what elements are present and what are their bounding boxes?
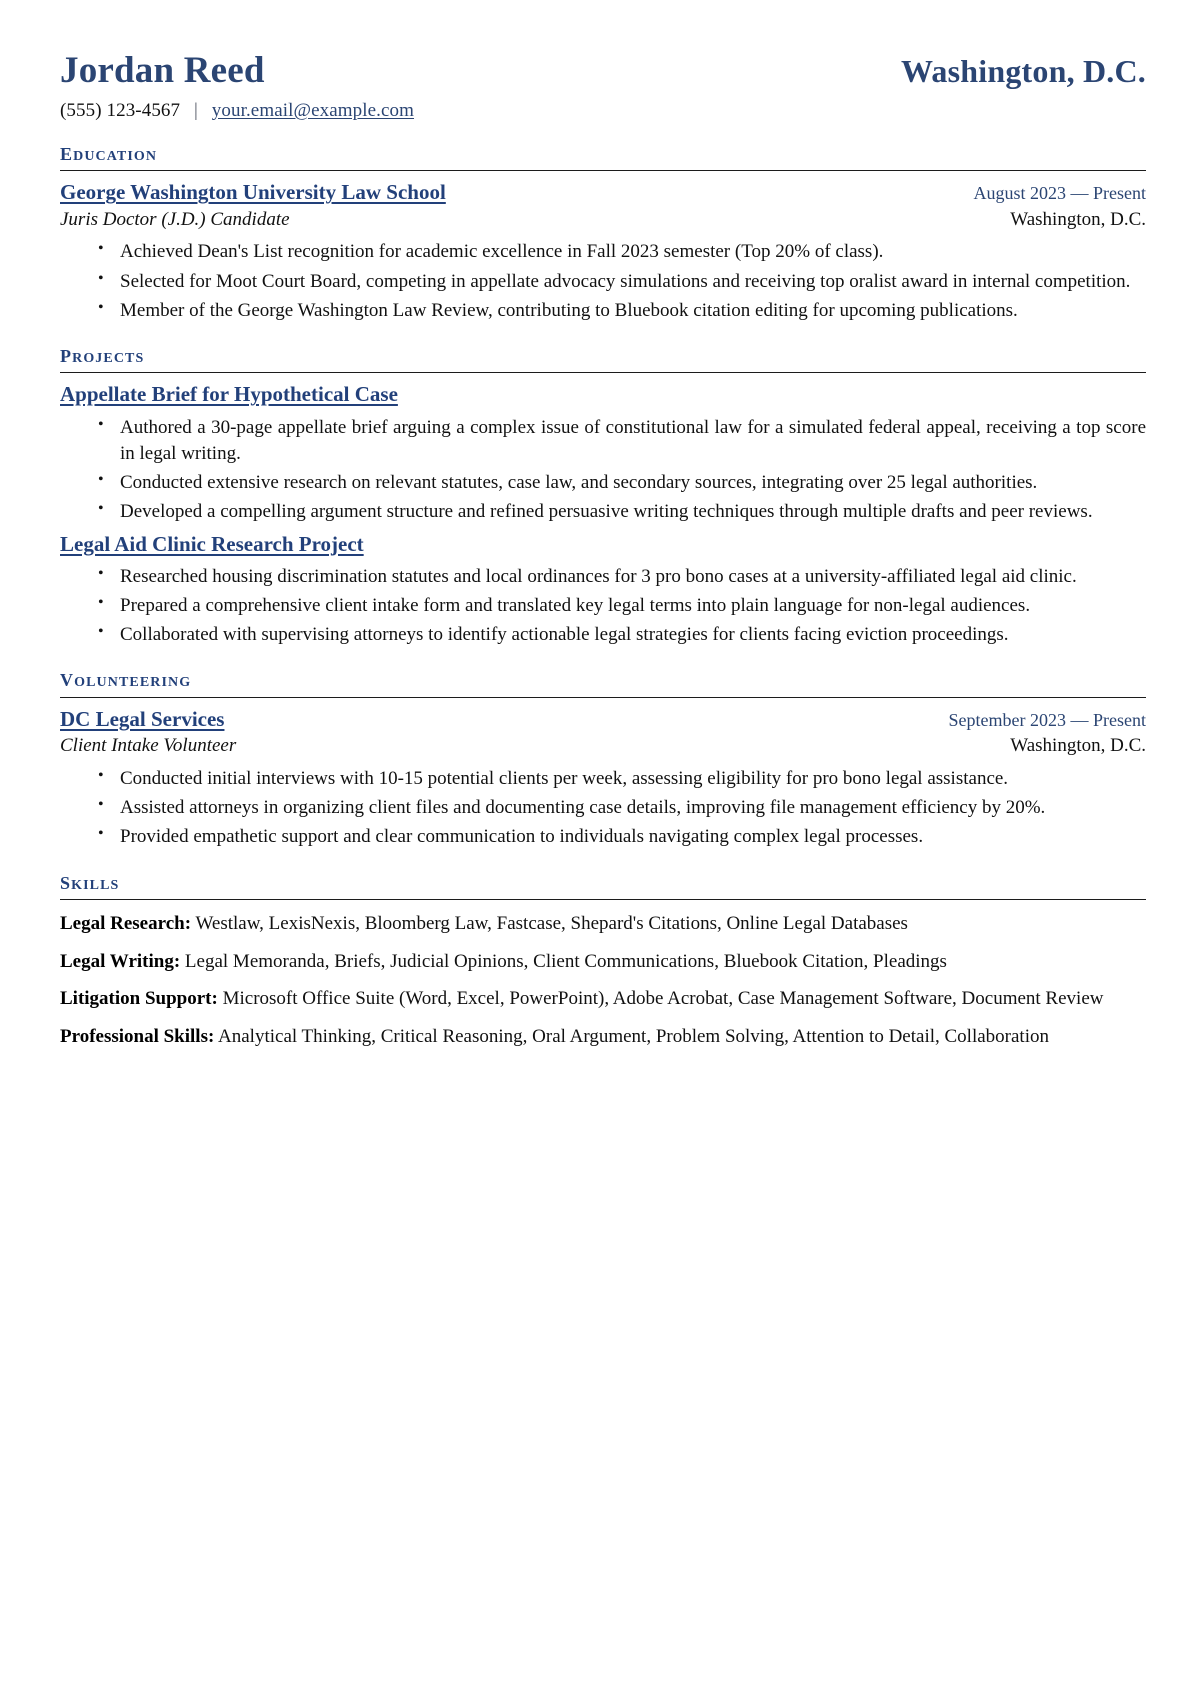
contact-line <box>60 100 1146 122</box>
list-item: • Authored a 30-page appellate brief arguing a complex issue of constitutional law for a simulated federal appeal, receiving a top score in legal writing. <box>98 415 1146 467</box>
section-skills <box>60 868 1146 1051</box>
project-entry <box>60 531 1146 649</box>
section-education <box>60 139 1146 324</box>
skill-category-label: Litigation Support: <box>60 988 218 1010</box>
list-item: • Assisted attorneys in organizing client files and documenting case details, improving file management efficiency by 20%. <box>98 795 1146 821</box>
volunteering-role: Client Intake Volunteer <box>60 735 237 757</box>
list-item: • Researched housing discrimination statutes and local ordinances for 3 pro bono cases at a university-affiliated legal aid clinic. <box>98 564 1146 590</box>
skill-category-label: Legal Writing: <box>60 950 181 972</box>
phone-number: (555) 123-4567 <box>60 99 181 121</box>
education-school-name[interactable]: George Washington University Law School <box>60 180 446 205</box>
section-title-volunteering: volunteering <box>60 665 192 693</box>
skill-items: Microsoft Office Suite (Word, Excel, PowerPoint), Adobe Acrobat, Case Management Software, Document Review <box>222 988 1104 1010</box>
section-divider <box>60 170 1146 171</box>
entry-header-row <box>60 179 1146 205</box>
section-projects <box>60 341 1146 649</box>
skill-category-label: Professional Skills: <box>60 1025 215 1047</box>
entry-header-row <box>60 381 1146 407</box>
volunteering-organization[interactable]: DC Legal Services <box>60 706 225 731</box>
candidate-location: Washington, D.C. <box>900 53 1146 89</box>
email-link[interactable]: your.email@example.com <box>211 99 415 121</box>
resume-header <box>60 52 1146 91</box>
project-title-appellate-brief[interactable]: Appellate Brief for Hypothetical Case <box>60 382 398 407</box>
education-entry <box>60 179 1146 324</box>
section-title-education: education <box>60 138 158 166</box>
list-item: • Developed a compelling argument structure and refined persuasive writing techniques through multiple drafts and peer reviews. <box>98 499 1146 525</box>
list-item: • Conducted initial interviews with 10-15 potential clients per week, assessing eligibility for pro bono legal assistance. <box>98 766 1146 792</box>
candidate-name: Jordan Reed <box>60 50 265 91</box>
skill-group-legal-writing <box>60 949 1146 976</box>
education-bullet-list <box>60 239 1146 324</box>
entry-header-row <box>60 706 1146 732</box>
list-item: • Selected for Moot Court Board, competing in appellate advocacy simulations and receiving top oralist award in internal competition. <box>98 269 1146 295</box>
project-bullet-list <box>60 564 1146 649</box>
volunteering-entry <box>60 706 1146 851</box>
volunteering-date-range: September 2023 — Present <box>948 709 1146 730</box>
entry-subheader-row <box>60 734 1146 759</box>
list-item: • Collaborated with supervising attorneys to identify actionable legal strategies for clients facing eviction proceedings. <box>98 622 1146 648</box>
section-divider <box>60 372 1146 373</box>
volunteering-location: Washington, D.C. <box>1010 735 1146 757</box>
section-divider <box>60 899 1146 900</box>
list-item: • Member of the George Washington Law Review, contributing to Bluebook citation editing for upcoming publications. <box>98 298 1146 324</box>
skill-group-litigation-support <box>60 986 1146 1013</box>
list-item: • Provided empathetic support and clear communication to individuals navigating complex legal processes. <box>98 824 1146 850</box>
entry-header-row <box>60 531 1146 557</box>
skill-category-label: Legal Research: <box>60 913 192 935</box>
contact-separator: | <box>194 99 198 121</box>
volunteering-bullet-list <box>60 766 1146 851</box>
list-item: • Achieved Dean's List recognition for academic excellence in Fall 2023 semester (Top 20% of class). <box>98 239 1146 265</box>
education-location: Washington, D.C. <box>1010 208 1146 230</box>
project-entry <box>60 381 1146 525</box>
project-title-legal-aid-clinic[interactable]: Legal Aid Clinic Research Project <box>60 531 364 556</box>
skill-group-legal-research <box>60 911 1146 938</box>
list-item: • Conducted extensive research on relevant statutes, case law, and secondary sources, integrating over 25 legal authorities. <box>98 470 1146 496</box>
section-divider <box>60 697 1146 698</box>
skill-items: Analytical Thinking, Critical Reasoning, Oral Argument, Problem Solving, Attention to Detail, Collaboration <box>218 1025 1049 1047</box>
section-title-projects: projects <box>60 340 145 368</box>
education-degree: Juris Doctor (J.D.) Candidate <box>60 208 290 230</box>
section-title-skills: skills <box>60 867 120 895</box>
list-item: • Prepared a comprehensive client intake form and translated key legal terms into plain language for non-legal audiences. <box>98 593 1146 619</box>
entry-subheader-row <box>60 208 1146 233</box>
skill-items: Westlaw, LexisNexis, Bloomberg Law, Fastcase, Shepard's Citations, Online Legal Databases <box>195 913 908 935</box>
education-date-range: August 2023 — Present <box>973 183 1146 204</box>
section-volunteering <box>60 665 1146 850</box>
skill-items: Legal Memoranda, Briefs, Judicial Opinions, Client Communications, Bluebook Citation, Pleadings <box>184 950 947 972</box>
project-bullet-list <box>60 415 1146 526</box>
skill-group-professional-skills <box>60 1024 1146 1051</box>
